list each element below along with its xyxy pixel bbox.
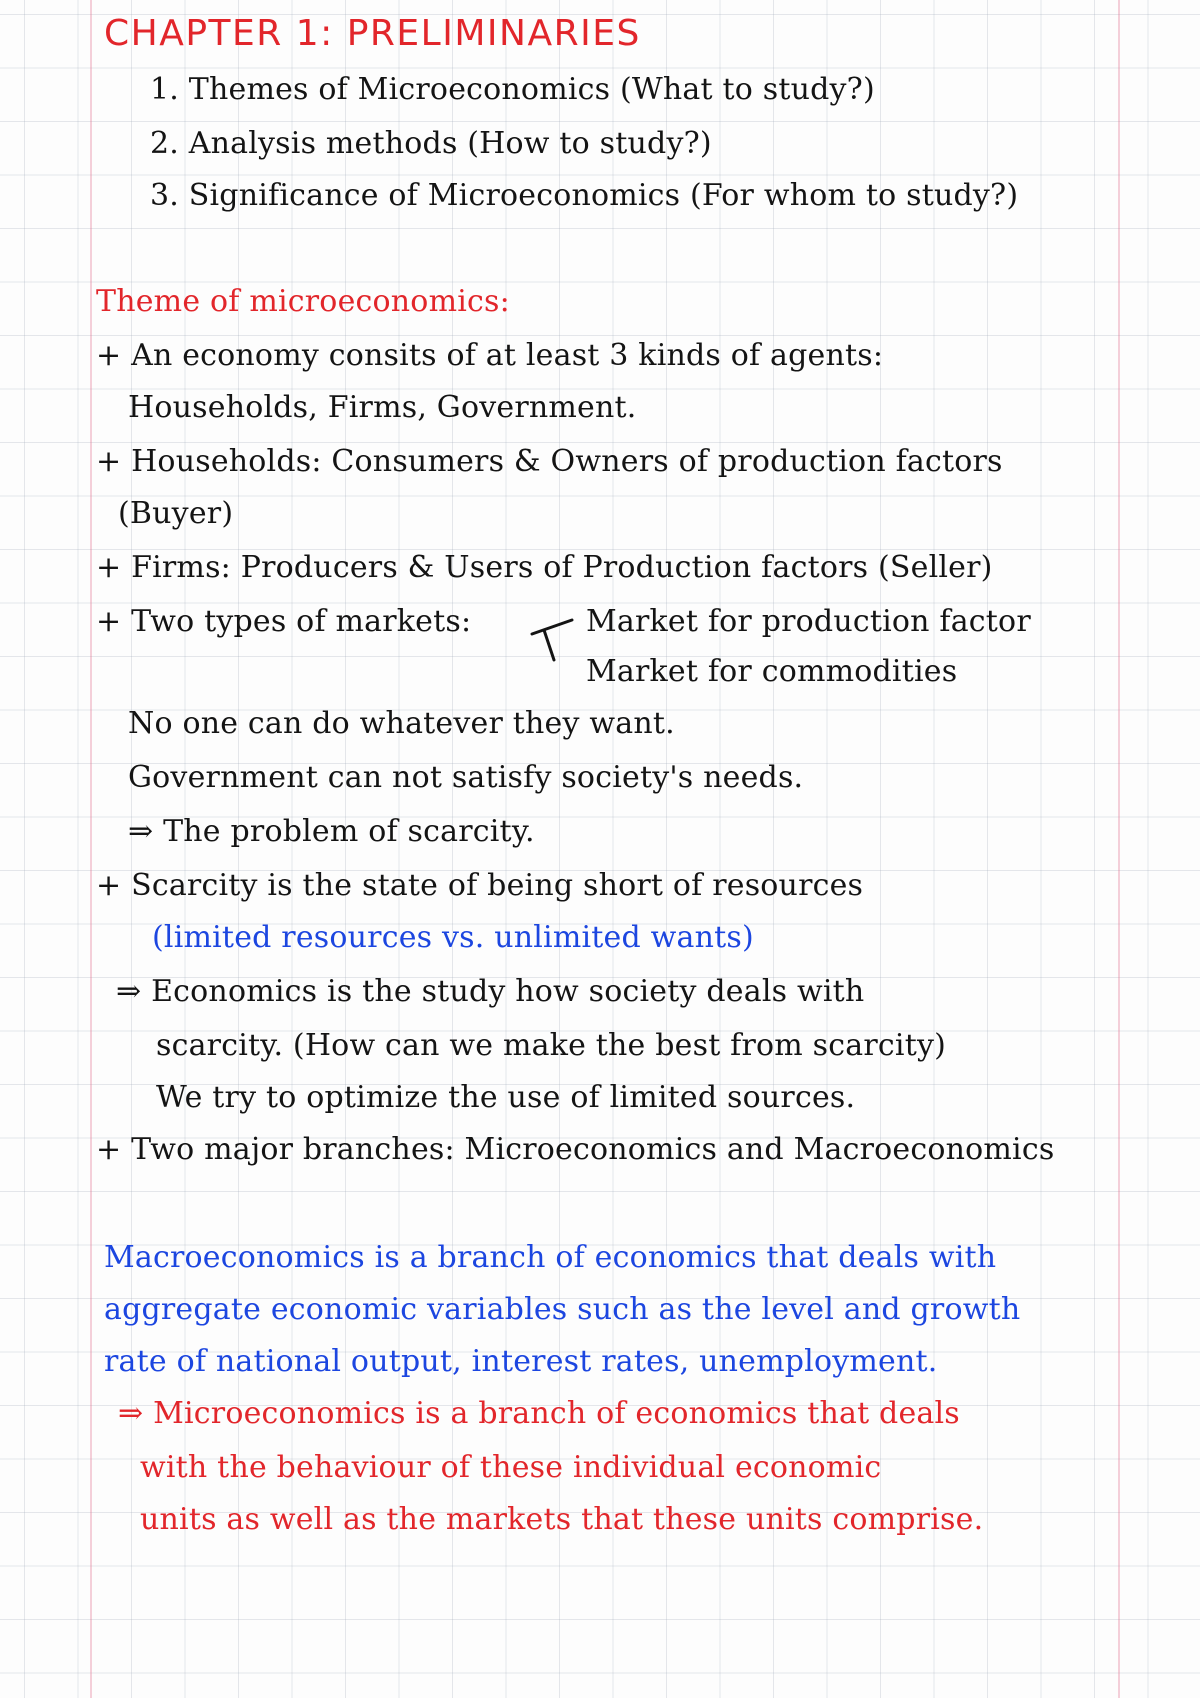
macro-line-2: aggregate economic variables such as the level and growth: [104, 1292, 1021, 1327]
branches-line: + Two major branches: Microeconomics and Macroeconomics: [96, 1132, 1055, 1167]
scarcity-definition: + Scarcity is the state of being short of resources: [96, 868, 864, 903]
outline-item-3: 3. Significance of Microeconomics (For whom to study?): [150, 178, 1019, 213]
market-production-factor: Market for production factor: [586, 604, 1031, 639]
macro-line-3: rate of national output, interest rates, unemployment.: [104, 1344, 938, 1379]
economics-line-2: scarcity. (How can we make the best from scarcity): [156, 1028, 946, 1063]
micro-line-2: with the behaviour of these individual economic: [140, 1450, 882, 1485]
problem-line: ⇒ The problem of scarcity.: [128, 814, 535, 849]
market-commodities: Market for commodities: [586, 654, 958, 689]
economics-line-1: ⇒ Economics is the study how society deals with: [116, 974, 865, 1009]
micro-line-3: units as well as the markets that these units comprise.: [140, 1502, 984, 1537]
outline-item-2: 2. Analysis methods (How to study?): [150, 126, 712, 161]
households-line-2: (Buyer): [118, 496, 234, 531]
households-line-1: + Households: Consumers & Owners of production factors: [96, 444, 1003, 479]
margin-line-right: [1118, 0, 1120, 1698]
outline-item-1: 1. Themes of Microeconomics (What to study?): [150, 72, 875, 107]
agents-line-1: + An economy consits of at least 3 kinds of agents:: [96, 338, 884, 373]
chapter-title: CHAPTER 1: PRELIMINARIES: [104, 13, 641, 54]
macro-line-1: Macroeconomics is a branch of economics that deals with: [104, 1240, 997, 1275]
micro-line-1: ⇒ Microeconomics is a branch of economics that deals: [118, 1396, 960, 1431]
markets-intro: + Two types of markets:: [96, 604, 472, 639]
firms-line: + Firms: Producers & Users of Production factors (Seller): [96, 550, 993, 585]
margin-line-left: [90, 0, 92, 1698]
no-one-line: No one can do whatever they want.: [128, 706, 675, 741]
economics-line-3: We try to optimize the use of limited sources.: [156, 1080, 856, 1115]
branch-bracket-icon: [528, 614, 578, 670]
scarcity-note: (limited resources vs. unlimited wants): [152, 920, 754, 955]
theme-heading: Theme of microeconomics:: [96, 284, 510, 319]
government-line: Government can not satisfy society's needs.: [128, 760, 804, 795]
agents-line-2: Households, Firms, Government.: [128, 390, 637, 425]
